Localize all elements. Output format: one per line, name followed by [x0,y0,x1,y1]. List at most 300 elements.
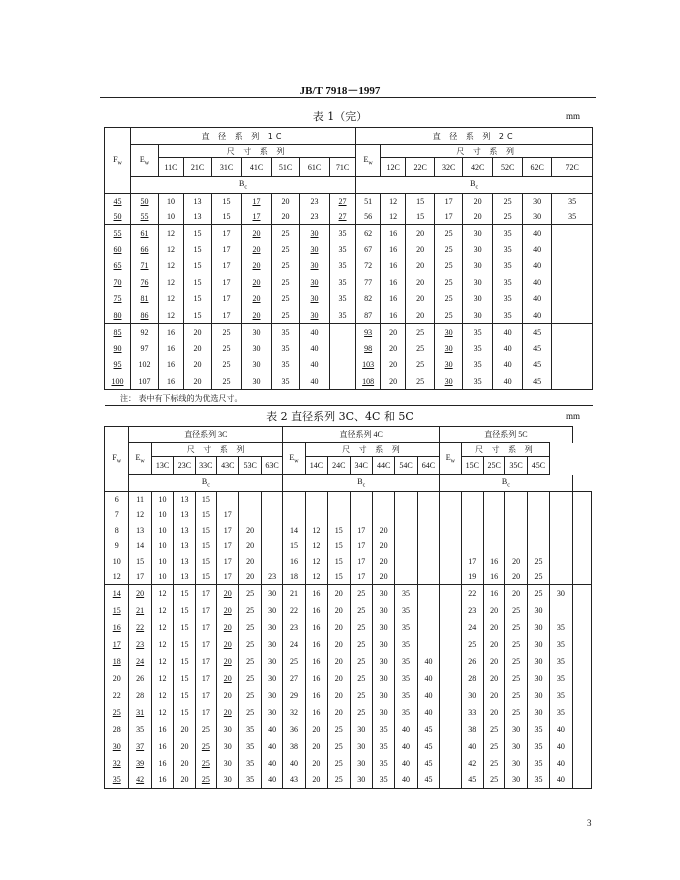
table-cell: 45 [523,373,552,390]
table-cell [440,772,461,789]
table-cell: 20 [305,772,327,789]
table-cell: 17 [435,194,463,210]
table-cell [505,523,527,539]
size-series-header: 尺 寸 系 列 [159,145,356,158]
table-cell: 36 [283,721,305,738]
table-cell: 25 [406,373,435,390]
table-cell: 30 [527,704,549,721]
table-cell: 12 [381,194,406,210]
table-cell [461,538,483,554]
table-cell [552,274,593,291]
table-cell: 45 [523,324,552,341]
column-code: 22C [406,158,435,177]
table-cell: 17 [242,194,272,210]
table-cell [505,507,527,523]
table-cell: 76 [131,274,159,291]
table-cell: 25 [505,602,527,619]
table-cell: 12 [159,274,184,291]
table-cell [395,538,417,554]
table-cell: 20 [184,373,212,390]
table-cell: 35 [395,602,417,619]
table-cell: 30 [372,653,394,670]
table-cell: 25 [272,225,300,242]
size-series-header: 尺 寸 系 列 [305,443,439,457]
table-cell: 40 [300,357,330,374]
table-cell: 35 [527,721,549,738]
table-cell: 25 [406,357,435,374]
table-cell: 29 [283,687,305,704]
table-cell: 28 [129,687,151,704]
table-cell [552,324,593,341]
table-cell: 40 [493,373,523,390]
table-cell: 17 [195,653,216,670]
table-row [105,373,593,390]
table-cell [572,523,591,539]
table-cell: 35 [395,619,417,636]
table-cell: 40 [523,274,552,291]
table-cell: 30 [261,687,282,704]
table-cell: 25 [350,687,372,704]
table-cell: 16 [305,619,327,636]
table-cell: 92 [131,324,159,341]
table-cell: 12 [129,507,151,523]
table-cell: 10 [151,538,173,554]
table-cell: 40 [550,772,572,789]
table-cell: 35 [330,258,356,275]
table-cell: 15 [184,258,212,275]
table-cell: 40 [395,721,417,738]
table-cell: 95 [105,357,131,374]
table-cell [283,492,305,508]
table-cell: 14 [283,523,305,539]
table-cell: 30 [505,772,527,789]
table-cell: 12 [105,569,129,585]
table-cell: 97 [131,340,159,357]
table-cell: 15 [212,209,242,225]
table-row [105,636,592,653]
table-cell: 15 [328,523,350,539]
table-cell [461,492,483,508]
table-cell: 107 [131,373,159,390]
group-1c-header: 直 径 系 列 1C [131,128,356,145]
table-cell: 15 [184,274,212,291]
table-cell: 17 [105,636,129,653]
table-cell [440,755,461,772]
table-cell [552,373,593,390]
table-cell [527,492,549,508]
table-cell: 35 [552,194,593,210]
table2-caption: 表 2 直径系列 3C、4C 和 5C [266,410,414,423]
table-cell: 40 [395,772,417,789]
table-cell: 30 [261,619,282,636]
table-cell [261,538,282,554]
table-row [105,291,593,308]
table-cell: 20 [184,324,212,341]
group-5c-header: 直径系列 5C [440,427,572,443]
table-cell: 30 [435,324,463,341]
table-cell: 12 [159,291,184,308]
table-cell: 40 [550,738,572,755]
ew-header: $E_w$ [131,145,159,177]
table-cell: 25 [493,209,523,225]
table-cell: 40 [417,704,439,721]
table-cell: 7 [105,507,129,523]
group-4c-header: 直径系列 4C [283,427,440,443]
table-cell: 20 [406,258,435,275]
table-cell: 40 [461,738,483,755]
table-cell: 56 [356,209,381,225]
table-cell: 20 [372,523,394,539]
table-row [105,357,593,374]
table-cell: 23 [300,194,330,210]
table-cell: 25 [350,653,372,670]
table-cell: 20 [184,357,212,374]
table-cell: 45 [105,194,131,210]
table-cell: 16 [381,241,406,258]
table-cell: 35 [272,357,300,374]
table-cell: 35 [395,653,417,670]
table-cell: 20 [505,569,527,585]
table-cell: 30 [527,653,549,670]
table-cell: 25 [239,653,261,670]
table-cell: 20 [129,585,151,602]
table-cell: 12 [159,225,184,242]
table-cell: 16 [283,554,305,570]
table-cell: 30 [372,585,394,602]
table-cell [440,492,461,508]
table-cell: 17 [350,554,372,570]
ew-header: $E_w$ [129,443,151,475]
table-cell: 15 [129,554,151,570]
table-cell: 15 [174,687,195,704]
table-cell: 12 [151,704,173,721]
column-code: 63C [261,457,282,475]
table-cell: 20 [217,585,239,602]
table-cell: 40 [493,324,523,341]
table-cell: 42 [129,772,151,789]
table-row [105,619,592,636]
table-cell: 30 [372,619,394,636]
column-code: 31C [212,158,242,177]
table-cell: 25 [483,772,504,789]
table-cell [572,538,591,554]
table-cell: 30 [435,373,463,390]
table-cell: 30 [350,772,372,789]
table-cell: 17 [217,523,239,539]
table-cell: 42 [461,755,483,772]
table-cell: 25 [435,241,463,258]
table-cell: 17 [217,538,239,554]
table-cell: 30 [261,704,282,721]
table-cell: 25 [195,721,216,738]
column-code: 51C [272,158,300,177]
table-cell: 20 [239,569,261,585]
table-cell [552,340,593,357]
fw-header: $F_w$ [105,128,131,194]
table-cell: 23 [300,209,330,225]
table1 [104,127,593,406]
table-cell: 25 [239,619,261,636]
table-cell: 30 [372,670,394,687]
table-cell: 13 [174,523,195,539]
table-cell: 22 [461,585,483,602]
table-cell: 20 [406,307,435,324]
table-cell: 25 [272,307,300,324]
table-cell: 35 [372,755,394,772]
table-cell: 25 [212,357,242,374]
table-cell: 21 [129,602,151,619]
table-cell: 35 [272,373,300,390]
table-cell: 40 [300,373,330,390]
table-row [105,602,592,619]
table-cell: 15 [195,554,216,570]
table-cell: 35 [463,357,493,374]
table-cell: 20 [242,241,272,258]
table-cell: 20 [305,755,327,772]
table-cell: 20 [381,340,406,357]
table-cell: 30 [261,636,282,653]
table-cell [550,569,572,585]
table-cell: 35 [395,585,417,602]
table-cell: 12 [151,585,173,602]
table-cell: 35 [105,772,129,789]
table-cell: 40 [523,241,552,258]
table-cell: 45 [523,340,552,357]
table-cell: 93 [356,324,381,341]
size-series-header: 尺 寸 系 列 [151,443,282,457]
column-code: 11C [159,158,184,177]
table-cell: 35 [463,324,493,341]
table-cell: 40 [261,721,282,738]
table-cell: 15 [212,194,242,210]
table-cell: 50 [105,209,131,225]
table-cell: 20 [217,670,239,687]
bc-header: $B_c$ [129,475,283,492]
table-cell: 16 [305,653,327,670]
table-cell: 35 [493,225,523,242]
table-cell: 30 [372,602,394,619]
table-cell: 9 [105,538,129,554]
table-cell: 40 [283,755,305,772]
table-cell: 45 [417,721,439,738]
table-cell: 20 [305,721,327,738]
table-cell: 30 [217,772,239,789]
table-cell: 17 [435,209,463,225]
table-cell: 35 [550,704,572,721]
table-cell: 20 [372,554,394,570]
column-code: 45C [527,457,549,475]
table-cell [350,492,372,508]
table-cell: 25 [195,772,216,789]
table-cell: 25 [239,704,261,721]
table-cell: 30 [523,194,552,210]
table-cell: 30 [372,636,394,653]
table-cell [395,523,417,539]
table-cell: 25 [328,772,350,789]
table-cell: 20 [505,554,527,570]
table-cell [417,602,439,619]
table-cell: 25 [505,636,527,653]
table-cell: 31 [129,704,151,721]
table-cell: 35 [239,738,261,755]
table-cell: 12 [151,636,173,653]
header-rule [100,97,596,98]
bc-header: $B_c$ [440,475,572,492]
table-cell: 30 [350,755,372,772]
table-cell: 27 [330,194,356,210]
table-cell: 72 [356,258,381,275]
table-row [105,340,593,357]
table-cell: 23 [261,569,282,585]
column-code: 53C [239,457,261,475]
table-cell: 71 [131,258,159,275]
table-cell: 30 [463,291,493,308]
table-cell: 35 [372,772,394,789]
table-cell: 10 [159,209,184,225]
table-cell: 22 [129,619,151,636]
table-cell: 20 [239,538,261,554]
table-cell: 30 [550,585,572,602]
table-cell: 40 [395,738,417,755]
table-cell: 13 [174,538,195,554]
table-cell: 20 [217,687,239,704]
table-cell: 15 [174,602,195,619]
table-cell [572,687,591,704]
table-cell: 20 [174,721,195,738]
table-cell: 70 [105,274,131,291]
table-cell [440,554,461,570]
table-cell: 20 [272,209,300,225]
table-cell [372,507,394,523]
table-cell: 16 [381,291,406,308]
table-cell: 30 [527,636,549,653]
table-row [105,538,592,554]
table-cell: 35 [493,241,523,258]
table-cell: 40 [493,357,523,374]
table-cell: 25 [435,291,463,308]
table-cell: 25 [350,704,372,721]
table-cell: 30 [261,653,282,670]
table-cell: 16 [151,755,173,772]
table-cell: 86 [131,307,159,324]
table-cell: 25 [328,755,350,772]
table-cell: 40 [523,291,552,308]
table-cell: 35 [527,755,549,772]
table-cell: 10 [151,507,173,523]
table-cell: 35 [493,258,523,275]
table-cell: 35 [129,721,151,738]
table-cell: 25 [406,340,435,357]
table-cell: 16 [159,373,184,390]
table-cell: 30 [463,241,493,258]
table-cell: 30 [461,687,483,704]
table-cell: 17 [217,569,239,585]
table-cell: 15 [174,670,195,687]
table-cell: 25 [239,670,261,687]
column-code: 32C [435,158,463,177]
table-cell: 20 [483,619,504,636]
table-cell: 40 [523,225,552,242]
table-cell: 30 [435,340,463,357]
table-cell: 67 [356,241,381,258]
column-code: 72C [552,158,593,177]
table-cell [552,291,593,308]
table-cell: 15 [283,538,305,554]
table-cell [572,670,591,687]
table-cell: 16 [483,569,504,585]
table-cell: 12 [305,523,327,539]
table-cell: 17 [195,687,216,704]
table-cell: 20 [328,704,350,721]
table-cell: 16 [305,585,327,602]
table-cell [572,704,591,721]
table-cell [395,554,417,570]
table-cell [417,569,439,585]
table-cell: 40 [417,653,439,670]
table-cell: 16 [159,340,184,357]
table-cell [461,523,483,539]
table-cell: 20 [239,523,261,539]
table-cell: 25 [272,258,300,275]
table-cell: 15 [406,209,435,225]
table-cell: 25 [527,585,549,602]
table-cell: 17 [217,507,239,523]
table-cell: 15 [328,538,350,554]
table-cell: 20 [217,653,239,670]
table-cell: 23 [283,619,305,636]
table-cell: 35 [552,209,593,225]
table-cell: 45 [461,772,483,789]
table-cell: 15 [195,569,216,585]
table-cell: 20 [406,291,435,308]
table-cell: 25 [493,194,523,210]
table-cell: 30 [242,373,272,390]
table-cell: 35 [372,738,394,755]
table-cell: 16 [381,307,406,324]
table-cell: 17 [461,554,483,570]
table-cell: 15 [184,291,212,308]
table-cell: 35 [550,687,572,704]
table-cell: 45 [417,755,439,772]
column-code: 71C [330,158,356,177]
table-cell [417,538,439,554]
table-cell: 25 [272,241,300,258]
table-cell: 30 [523,209,552,225]
table-cell [483,492,504,508]
table-cell: 25 [350,585,372,602]
table-cell: 15 [184,307,212,324]
table-cell: 10 [151,554,173,570]
table-cell: 25 [195,755,216,772]
table-cell: 20 [328,653,350,670]
table-cell [440,507,461,523]
table-cell: 35 [330,307,356,324]
table2 [104,426,592,789]
table-cell: 20 [217,619,239,636]
page-number: 3 [587,818,592,828]
table-cell: 30 [505,721,527,738]
table-cell: 20 [272,194,300,210]
table-cell: 22 [105,687,129,704]
table-cell: 40 [523,307,552,324]
table-cell [305,492,327,508]
table-cell: 17 [212,241,242,258]
table-cell: 100 [105,373,131,390]
table-cell: 25 [483,755,504,772]
table-cell: 20 [174,772,195,789]
table-cell [417,523,439,539]
table-cell: 30 [261,602,282,619]
